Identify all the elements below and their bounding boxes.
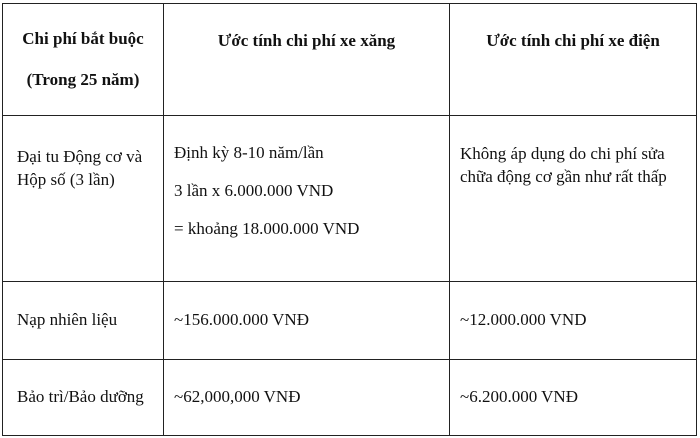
ev-charging-cost: ~12.000.000 VND bbox=[460, 310, 587, 330]
header-cell-mandatory-costs bbox=[3, 4, 164, 116]
cost-comparison-table-container bbox=[2, 3, 696, 435]
header-ev-label: Ước tính chi phí xe điện bbox=[486, 31, 660, 50]
header-mandatory-costs-label: Chi phí bắt buộc bbox=[22, 28, 144, 48]
row-label: Bảo trì/Bảo dưỡng bbox=[17, 387, 144, 407]
row-label: Nạp nhiên liệu bbox=[17, 310, 118, 330]
ev-cost-cell bbox=[450, 116, 697, 282]
gas-fuel-cost: ~156.000.000 VNĐ bbox=[174, 310, 309, 330]
ev-cost-cell bbox=[450, 360, 697, 436]
header-period-label: (Trong 25 năm) bbox=[26, 69, 140, 89]
table-row-fuel bbox=[3, 282, 697, 360]
gas-overhaul-calculation: 3 lần x 6.000.000 VND bbox=[174, 180, 334, 200]
ev-overhaul-note: Không áp dụng do chi phí sửa chữa động cơ gần như rất thấp bbox=[460, 144, 667, 186]
gas-maintenance-cost: ~62,000,000 VNĐ bbox=[174, 387, 301, 407]
table-row-overhaul bbox=[3, 116, 697, 282]
table-row-maintenance bbox=[3, 360, 697, 436]
cost-comparison-table bbox=[2, 3, 697, 436]
gas-overhaul-interval: Định kỳ 8-10 năm/lần bbox=[174, 143, 324, 162]
header-gas-car-label: Ước tính chi phí xe xăng bbox=[217, 31, 396, 50]
gas-overhaul-total: = khoảng 18.000.000 VND bbox=[174, 218, 360, 238]
row-label-cell bbox=[3, 116, 164, 282]
row-label-cell bbox=[3, 282, 164, 360]
ev-maintenance-cost: ~6.200.000 VNĐ bbox=[460, 387, 578, 407]
row-label-cell bbox=[3, 360, 164, 436]
gas-cost-cell bbox=[164, 360, 450, 436]
header-cell-ev bbox=[450, 4, 697, 116]
gas-cost-cell bbox=[164, 116, 450, 282]
ev-cost-cell bbox=[450, 282, 697, 360]
table-header-row bbox=[3, 4, 697, 116]
gas-cost-cell bbox=[164, 282, 450, 360]
header-cell-gas-car bbox=[164, 4, 450, 116]
row-label: Đại tu Động cơ và Hộp số (3 lần) bbox=[17, 147, 143, 189]
